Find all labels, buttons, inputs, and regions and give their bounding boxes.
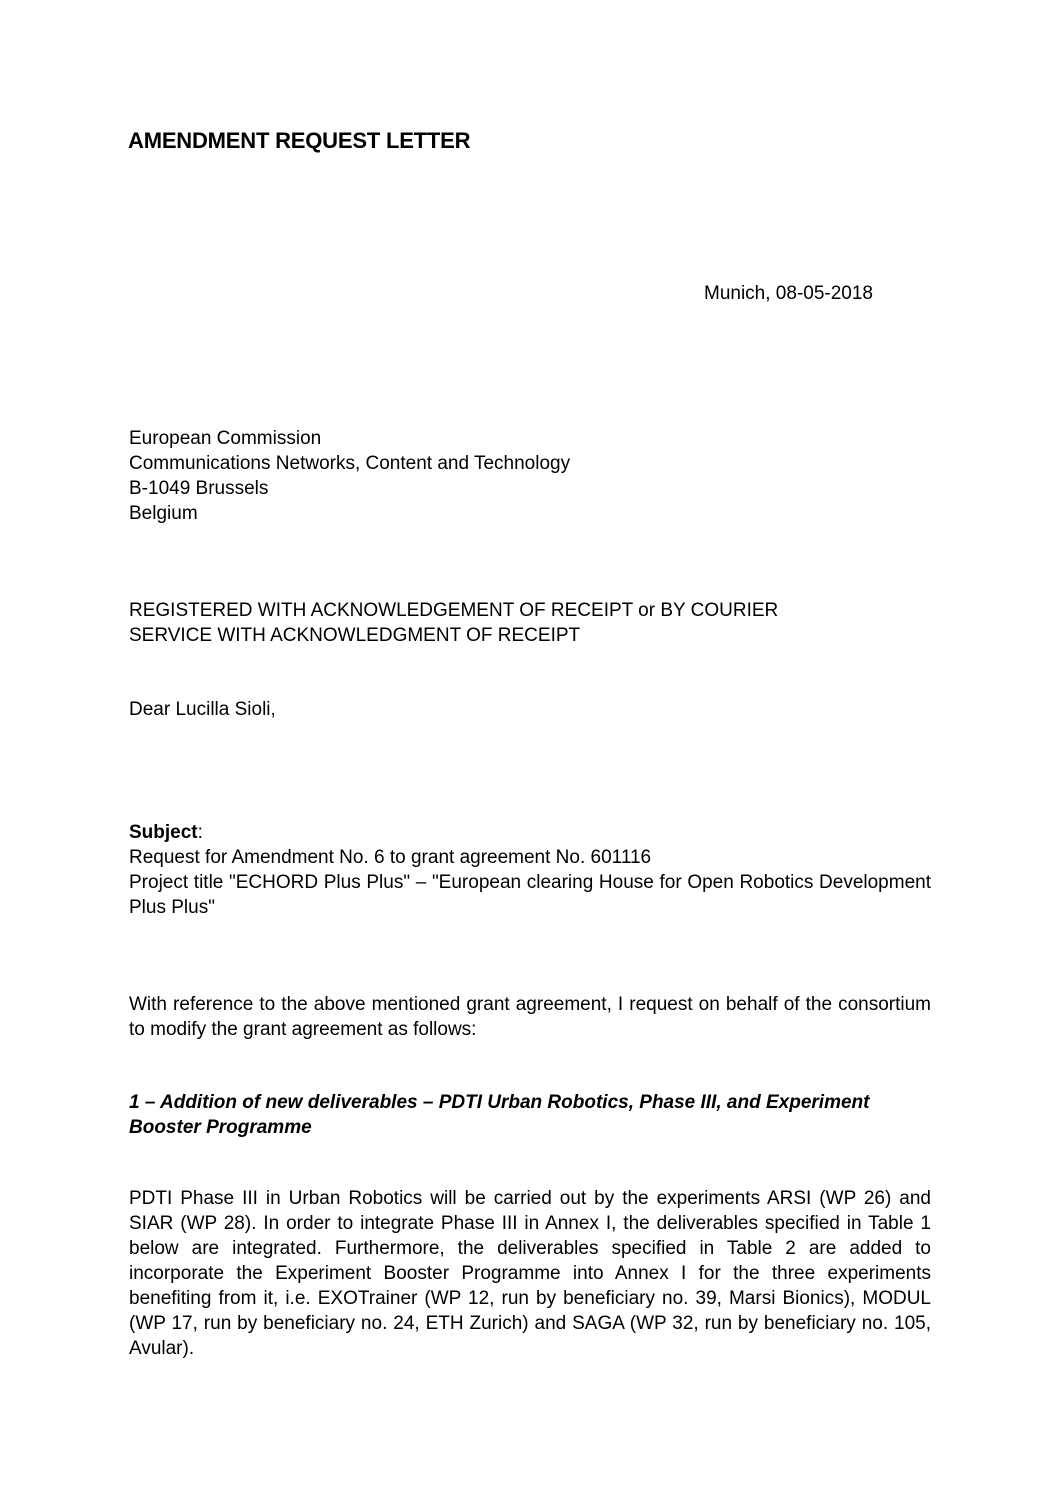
subject-label: Subject xyxy=(129,822,198,843)
address-line: Communications Networks, Content and Technology xyxy=(129,453,571,474)
subject-label-colon: : xyxy=(197,822,203,843)
delivery-note xyxy=(129,598,778,648)
address-line: Belgium xyxy=(129,503,198,524)
section-heading: 1 – Addition of new deliverables – PDTI Urban Robotics, Phase III, and Experiment Booster Programme xyxy=(129,1092,870,1138)
subject-line: Request for Amendment No. 6 to grant agreement No. 601116 xyxy=(129,847,652,868)
salutation: Dear Lucilla Sioli, xyxy=(129,699,276,720)
address-line: B-1049 Brussels xyxy=(129,478,269,499)
delivery-note-line: REGISTERED WITH ACKNOWLEDGEMENT OF RECEIPT or BY COURIER xyxy=(129,600,779,621)
recipient-address xyxy=(129,426,570,526)
intro-paragraph: With reference to the above mentioned grant agreement, I request on behalf of the consortium to modify the grant agreement as follows: xyxy=(129,994,931,1040)
delivery-note-line: SERVICE WITH ACKNOWLEDGMENT OF RECEIPT xyxy=(129,625,581,646)
address-line: European Commission xyxy=(129,428,322,449)
section-paragraph: PDTI Phase III in Urban Robotics will be carried out by the experiments ARSI (WP 26) and SIAR (WP 28). In order to integrate Phase III in Annex I, the deliverables specified in Table 1 below are integrated. Furthermore, the deliverables specified in Table 2 are added to incorporate the Experiment Booster Programme into Annex I for the three experiments benefiting from it, i.e. EXOTrainer (WP 12, run by beneficiary no. 39, Marsi Bionics), MODUL (WP 17, run by beneficiary no. 24, ETH Zurich) and SAGA (WP 32, run by beneficiary no. 105, Avular). xyxy=(129,1188,931,1359)
place-date: Munich, 08-05-2018 xyxy=(704,283,873,304)
document-title: AMENDMENT REQUEST LETTER xyxy=(128,128,471,153)
subject-line: Project title "ECHORD Plus Plus" – "European clearing House for Open Robotics Development Plus Plus" xyxy=(129,872,931,918)
subject-block xyxy=(129,820,931,920)
